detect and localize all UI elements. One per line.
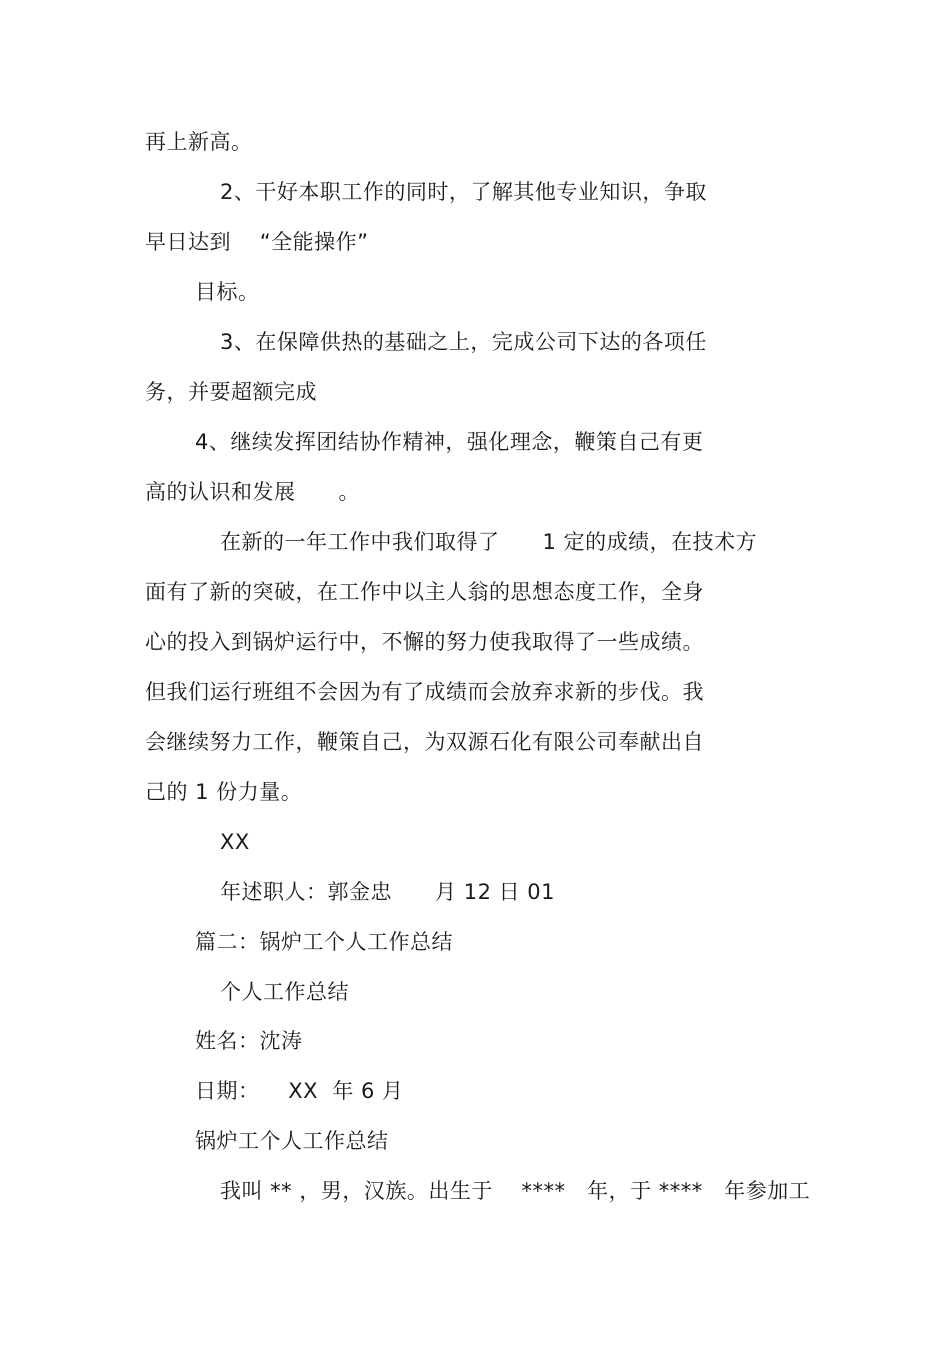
text-line: 在新的一年工作中我们取得了 1 定的成绩，在技术方 [220, 530, 758, 554]
text-line: 再上新高。 [145, 130, 253, 154]
text-line: 但我们运行班组不会因为有了成绩而会放弃求新的步伐。我 [145, 680, 704, 704]
text-line: 高的认识和发展 。 [145, 480, 361, 504]
text-line: 3、在保障供热的基础之上，完成公司下达的各项任 [220, 330, 707, 354]
text-line: 务，并要超额完成 [145, 380, 317, 404]
text-line: 我叫 ** ，男，汉族。出生于 **** 年，于 **** 年参加工 [220, 1179, 811, 1203]
text-line: XX [220, 830, 250, 854]
section-heading: 篇二：锅炉工个人工作总结 [195, 930, 453, 954]
text-line: 2、干好本职工作的同时，了解其他专业知识，争取 [220, 180, 707, 204]
text-line: 早日达到 “全能操作” [145, 230, 369, 254]
text-line: 会继续努力工作，鞭策自己，为双源石化有限公司奉献出自 [145, 730, 704, 754]
text-line: 4、继续发挥团结协作精神，强化理念，鞭策自己有更 [195, 430, 704, 454]
name-line: 姓名：沈涛 [195, 1029, 303, 1053]
text-line: 心的投入到锅炉运行中，不懈的努力使我取得了一些成绩。 [145, 630, 704, 654]
signature-line: 年述职人：郭金忠 月 12 日 01 [220, 880, 556, 904]
text-line: 己的 1 份力量。 [145, 780, 303, 804]
text-line: 目标。 [195, 280, 260, 304]
date-line: 日期： XX 年 6 月 [195, 1079, 404, 1103]
document-title: 个人工作总结 [220, 980, 349, 1004]
text-line: 面有了新的突破，在工作中以主人翁的思想态度工作，全身 [145, 580, 704, 604]
subtitle-line: 锅炉工个人工作总结 [195, 1129, 389, 1153]
